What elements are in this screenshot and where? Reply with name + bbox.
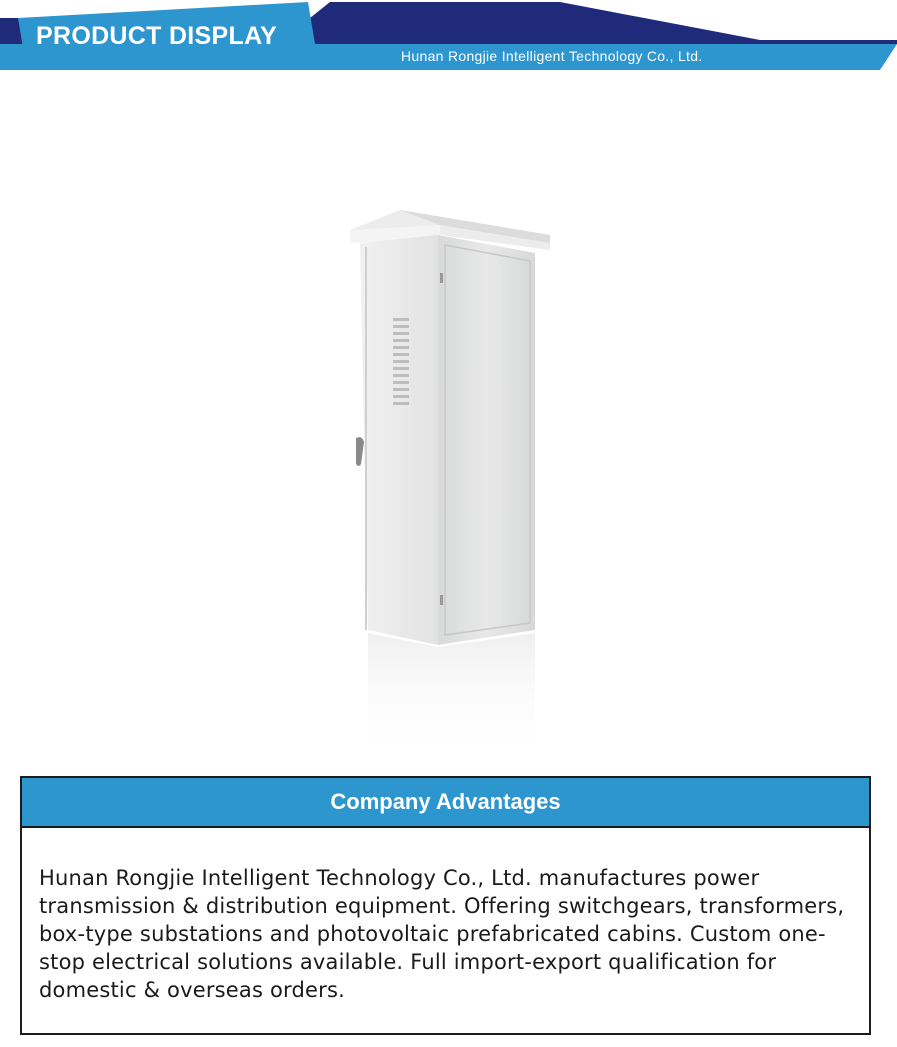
product-image bbox=[280, 185, 610, 775]
advantages-title: Company Advantages bbox=[330, 789, 561, 814]
company-name: Hunan Rongjie Intelligent Technology Co., Ltd. bbox=[401, 48, 703, 64]
company-advantages-panel bbox=[20, 776, 871, 1035]
advantages-header bbox=[22, 778, 869, 828]
advantages-description: Hunan Rongjie Intelligent Technology Co., Ltd. manufactures power transmission & distribution equipment. Offering switchgears, transformers, box-type substations and photovoltaic prefabricated cabins. Custom one-stop electrical solutions available. Full import-export qualification for domestic & overseas orders. bbox=[39, 866, 845, 1002]
header-banner bbox=[0, 0, 897, 75]
cabinet-icon bbox=[280, 185, 610, 775]
page-title: PRODUCT DISPLAY bbox=[36, 22, 278, 50]
